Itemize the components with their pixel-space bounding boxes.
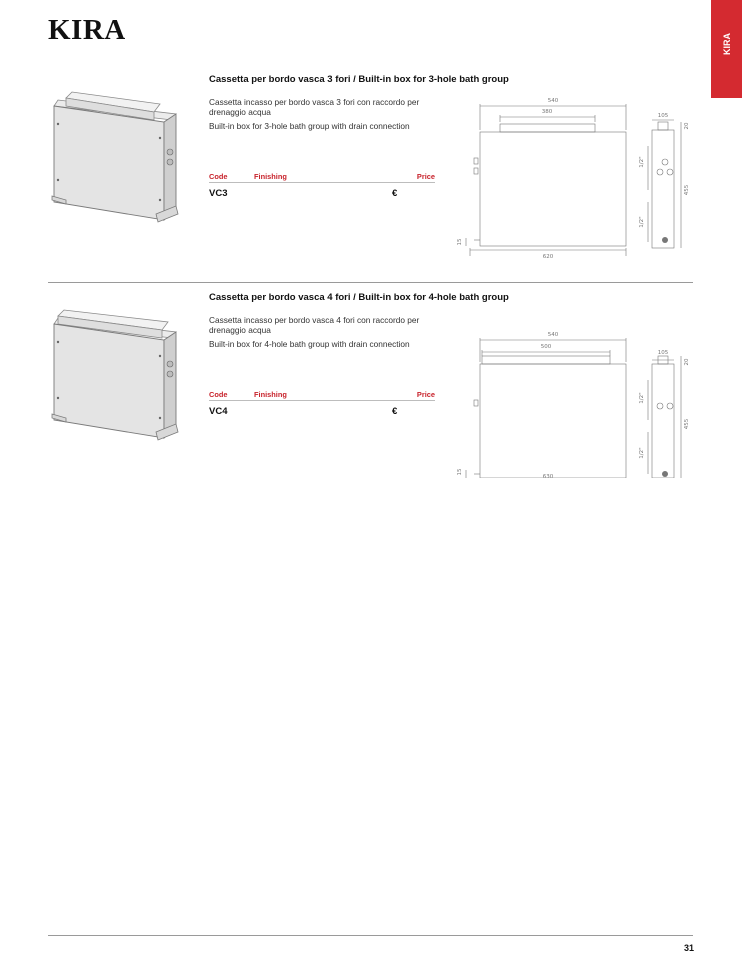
finishing-header: Finishing: [254, 172, 287, 181]
product-code: VC4: [209, 406, 228, 417]
price-header: Price: [416, 390, 435, 399]
product-vc4: [0, 292, 742, 502]
product-price: €: [392, 188, 398, 199]
product-price: €: [392, 406, 398, 417]
price-header: Price: [416, 172, 435, 181]
product-table-row: [209, 188, 435, 200]
code-header: Code: [209, 390, 228, 399]
dim-height: 455: [684, 184, 690, 196]
product-table-row: [209, 406, 435, 418]
product-photo: [44, 308, 184, 446]
dim-foot: 15: [457, 468, 463, 476]
dim-side-top: 20: [684, 358, 690, 366]
product-title: Cassetta per bordo vasca 3 fori / Built-in box for 3-hole bath group: [209, 74, 509, 85]
dim-conn-lower: 1/2": [639, 216, 645, 228]
product-table-header: [209, 390, 435, 401]
dim-bottom: 630: [542, 474, 554, 478]
dim-outer-top: 540: [547, 332, 559, 338]
product-description-en: Built-in box for 3-hole bath group with drain connection: [209, 121, 410, 131]
product-code: VC3: [209, 188, 228, 199]
dim-inner-top: 500: [540, 344, 552, 350]
product-vc3: [0, 74, 742, 284]
dim-conn-lower: 1/2": [639, 447, 645, 459]
code-header: Code: [209, 172, 228, 181]
dim-conn-upper: 1/2": [639, 156, 645, 168]
dim-side-top: 20: [684, 122, 690, 130]
dim-side-depth: 105: [657, 350, 669, 356]
footer-divider: [48, 935, 693, 936]
technical-drawing: [452, 308, 702, 478]
page-number: 31: [684, 943, 695, 953]
product-description-it: Cassetta incasso per bordo vasca 4 fori con raccordo per drenaggio acqua: [209, 315, 420, 335]
section-divider: [48, 282, 693, 283]
dim-inner-top: 380: [541, 109, 553, 115]
product-description-it: Cassetta incasso per bordo vasca 3 fori con raccordo per drenaggio acqua: [209, 97, 420, 117]
dim-foot: 15: [457, 238, 463, 246]
product-table-header: [209, 172, 435, 183]
product-photo: [44, 90, 184, 228]
product-title: Cassetta per bordo vasca 4 fori / Built-in box for 4-hole bath group: [209, 292, 509, 303]
brand-logo: KIRA: [48, 14, 126, 46]
product-description-en: Built-in box for 4-hole bath group with drain connection: [209, 339, 410, 349]
dim-outer-top: 540: [547, 98, 559, 104]
dim-height: 455: [684, 418, 690, 430]
finishing-header: Finishing: [254, 390, 287, 399]
section-tab-label: KIRA: [721, 33, 732, 55]
dim-side-depth: 105: [657, 113, 669, 119]
technical-drawing: [452, 90, 702, 260]
dim-conn-upper: 1/2": [639, 392, 645, 404]
dim-bottom: 620: [542, 254, 554, 260]
